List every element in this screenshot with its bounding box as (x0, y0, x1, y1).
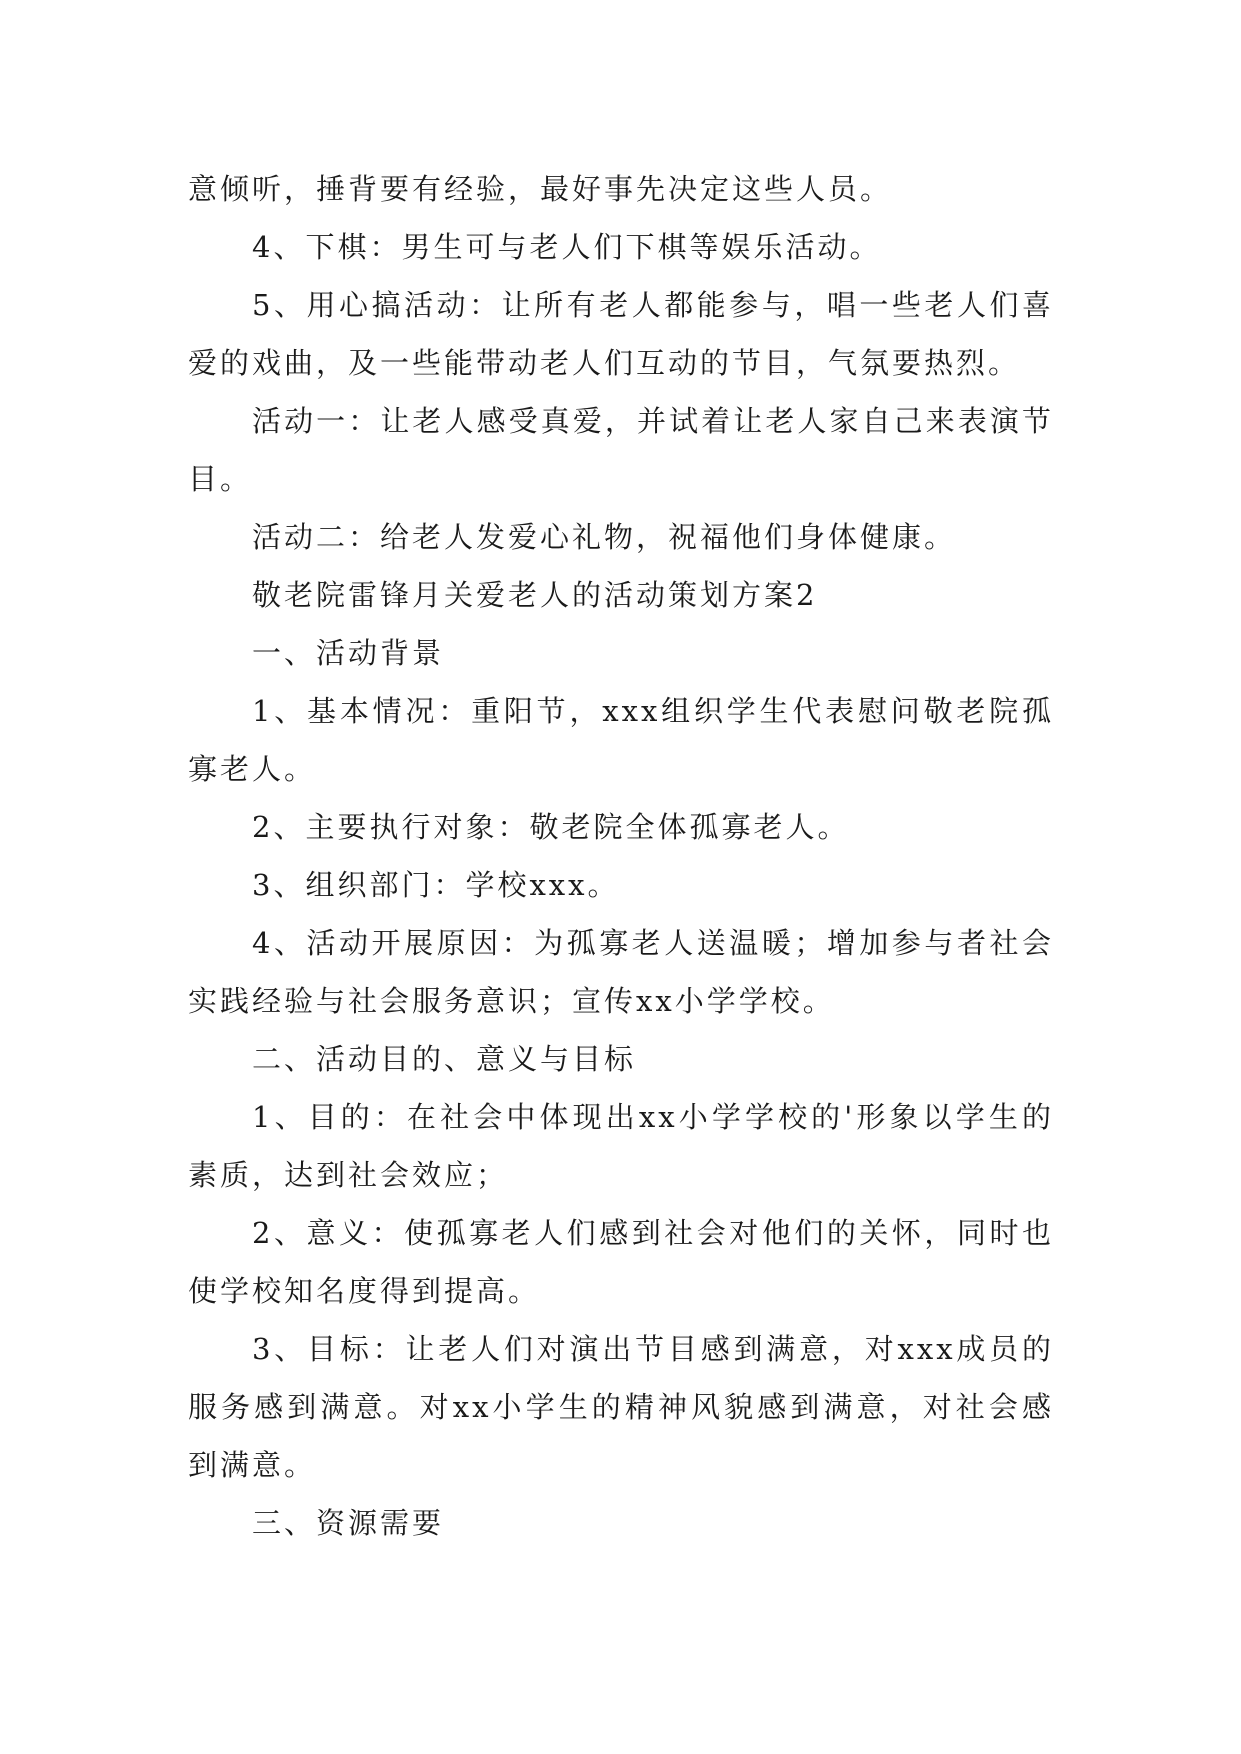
paragraph: 4、活动开展原因：为孤寡老人送温暖；增加参与者社会实践经验与社会服务意识；宣传xx小学学校。 (188, 926, 1054, 1018)
paragraph: 2、主要执行对象：敬老院全体孤寡老人。 (252, 810, 850, 844)
paragraph: 1、目的：在社会中体现出xx小学学校的'形象以学生的素质，达到社会效应； (188, 1100, 1054, 1192)
paragraph: 5、用心搞活动：让所有老人都能参与，唱一些老人们喜爱的戏曲，及一些能带动老人们互动的节目，气氛要热烈。 (188, 288, 1054, 380)
section-heading: 一、活动背景 (252, 636, 445, 670)
paragraph: 活动二：给老人发爱心礼物，祝福他们身体健康。 (252, 520, 957, 554)
paragraph: 1、基本情况：重阳节，xxx组织学生代表慰问敬老院孤寡老人。 (188, 694, 1054, 786)
paragraph: 3、目标：让老人们对演出节目感到满意，对xxx成员的服务感到满意。对xx小学生的精神风貌感到满意，对社会感到满意。 (188, 1332, 1054, 1482)
paragraph: 2、意义：使孤寡老人们感到社会对他们的关怀，同时也使学校知名度得到提高。 (188, 1216, 1054, 1308)
paragraph: 3、组织部门：学校xxx。 (252, 868, 620, 902)
section-heading: 二、活动目的、意义与目标 (252, 1042, 637, 1076)
paragraph: 活动一：让老人感受真爱，并试着让老人家自己来表演节目。 (188, 404, 1054, 496)
section-heading: 三、资源需要 (252, 1506, 445, 1540)
document-body (188, 160, 1054, 1552)
paragraph: 意倾听，捶背要有经验，最好事先决定这些人员。 (188, 172, 893, 206)
section-title: 敬老院雷锋月关爱老人的活动策划方案2 (252, 578, 818, 612)
paragraph: 4、下棋：男生可与老人们下棋等娱乐活动。 (252, 230, 882, 264)
